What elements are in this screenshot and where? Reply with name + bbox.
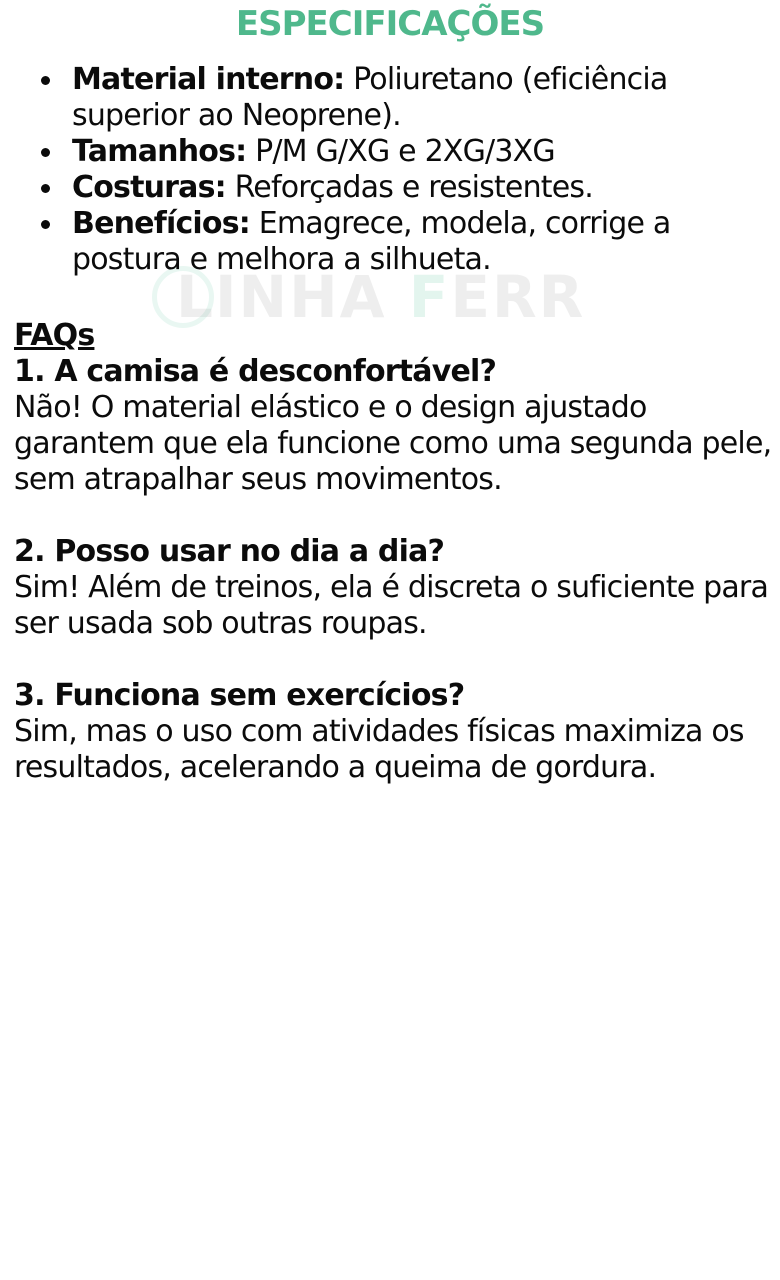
watermark-text: LINHA FERR bbox=[176, 263, 586, 331]
spacer bbox=[14, 498, 774, 534]
section-title: ESPECIFICAÇÕES bbox=[235, 4, 545, 44]
faq-item bbox=[14, 678, 774, 786]
faq-question: 1. A camisa é desconfortável? bbox=[14, 354, 497, 389]
spec-value: Emagrece, modela, corrige a postura e melhora a silhueta. bbox=[72, 206, 671, 277]
faq-question: 3. Funciona sem exercícios? bbox=[14, 678, 465, 713]
spec-key: Tamanhos: bbox=[72, 134, 247, 169]
spec-item-benefits bbox=[72, 206, 760, 278]
spec-value: Poliuretano (eficiência superior ao Neoprene). bbox=[72, 62, 668, 133]
spec-key: Material interno: bbox=[72, 62, 345, 97]
spec-key: Costuras: bbox=[72, 170, 226, 205]
spec-item-seams bbox=[72, 170, 760, 206]
faq-answer: Sim, mas o uso com atividades físicas maximiza os resultados, acelerando a queima de gordura. bbox=[14, 714, 744, 785]
faq-section bbox=[14, 318, 774, 786]
spacer bbox=[14, 642, 774, 678]
spec-item-sizes bbox=[72, 134, 760, 170]
spec-key: Benefícios: bbox=[72, 206, 250, 241]
specs-list bbox=[0, 62, 760, 278]
faq-question: 2. Posso usar no dia a dia? bbox=[14, 534, 445, 569]
spec-value: P/M G/XG e 2XG/3XG bbox=[246, 134, 555, 169]
spec-value: Reforçadas e resistentes. bbox=[225, 170, 593, 205]
faq-item bbox=[14, 354, 774, 498]
spec-item-material bbox=[72, 62, 760, 134]
faq-item bbox=[14, 534, 774, 642]
faq-answer: Sim! Além de treinos, ela é discreta o suficiente para ser usada sob outras roupas. bbox=[14, 570, 769, 641]
faq-heading: FAQs bbox=[14, 318, 95, 353]
faq-answer: Não! O material elástico e o design ajustado garantem que ela funcione como uma segunda pele, sem atrapalhar seus movimentos. bbox=[14, 390, 772, 497]
